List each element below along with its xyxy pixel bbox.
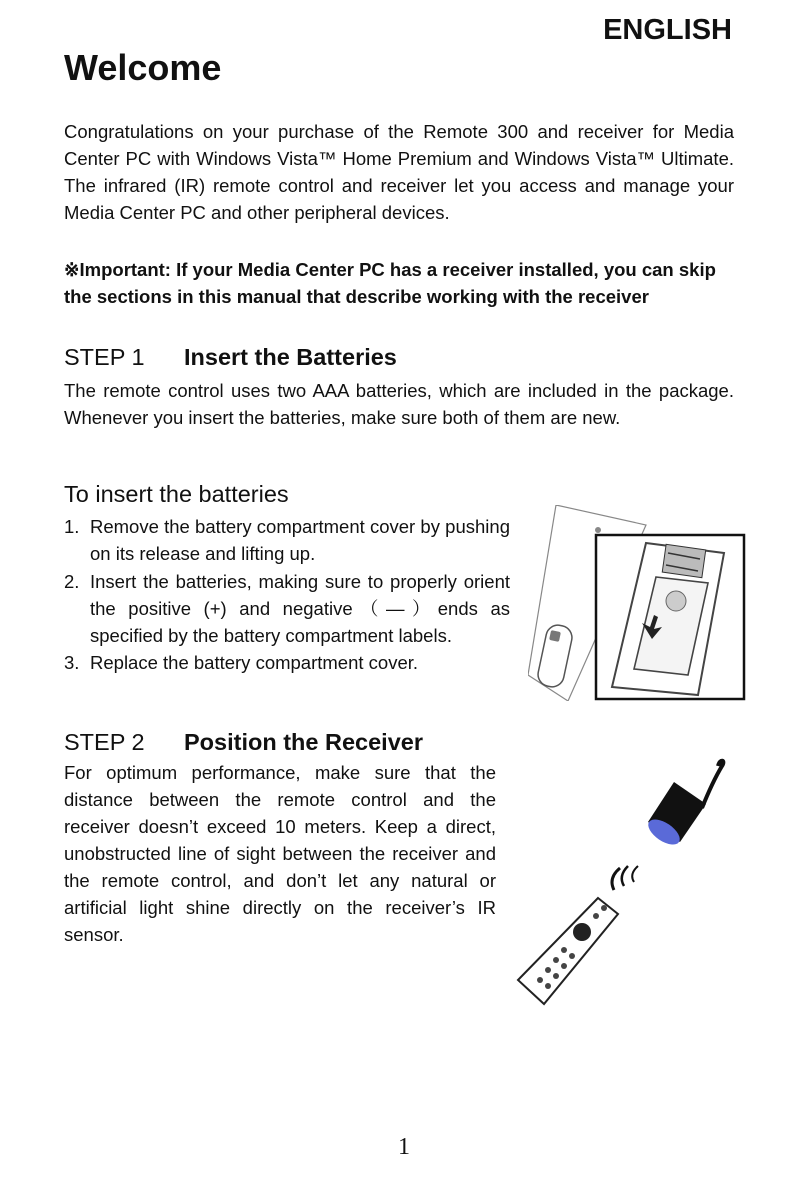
battery-subheading: To insert the batteries [64,481,289,507]
screw-icon [595,527,601,533]
battery-instructions [64,513,510,677]
remote-button [593,913,599,919]
language-label: ENGLISH [603,14,732,46]
step2-number: STEP 2 [64,729,145,755]
remote-button [553,957,559,963]
remote-button [561,947,567,953]
ir-signal-icon [612,868,620,890]
important-note: ※Important: If your Media Center PC has a receiver installed, you can skip the sections in this manual that describe working with the receiver [64,259,716,307]
list-item [64,513,510,568]
remote-button [569,953,575,959]
ir-signal-icon [632,866,638,882]
receiver-cable [702,761,723,808]
remote-release-button [549,630,561,642]
battery-slot [662,544,706,577]
battery-illustration [528,505,746,701]
list-item [64,568,510,650]
step1-number: STEP 1 [64,344,145,370]
remote-button [601,905,607,911]
list-number: 1. [64,516,80,537]
receiver-illustration [514,758,728,1006]
list-text: Insert the batteries, making sure to properly orient the positive (+) and negative（—）ends as specified by the battery compartment labels. [90,570,510,647]
list-text: Remove the battery compartment cover by pushing on its release and lifting up. [90,516,510,565]
list-text: Replace the battery compartment cover. [90,652,419,674]
cover-grip-icon [666,591,686,611]
navigation-pad [573,923,591,941]
ir-signal-icon [622,866,628,886]
list-item [64,649,510,676]
remote-button [545,967,551,973]
list-number: 3. [64,652,80,674]
page-number: 1 [398,1134,410,1160]
list-number: 2. [64,570,80,592]
step2-title: Position the Receiver [184,729,423,755]
step1-body: The remote control uses two AAA batteries, which are included in the package. Whenever you insert the batteries, make sure both of them are new. [64,380,734,428]
step1-title: Insert the Batteries [184,344,397,370]
remote-control [518,898,618,1004]
step2-heading [64,729,423,756]
remote-button [553,973,559,979]
step1-heading [64,344,397,371]
page-title: Welcome [64,47,222,88]
intro-paragraph: Congratulations on your purchase of the Remote 300 and receiver for Media Center PC with Windows Vista™ Home Premium and Windows Vista™ Ultimate. The infrared (IR) remote control and receiver let you access and manage your Media Center PC and other peripheral devices. [64,121,734,223]
step2-body: For optimum performance, make sure that the distance between the remote control and the receiver doesn’t exceed 10 meters. Keep a direct, unobstructed line of sight between the receiver and the remote control, and don’t let any natural or artificial light shine directly on the receiver’s IR sensor. [64,762,496,945]
remote-button [545,983,551,989]
remote-button [561,963,567,969]
remote-button [537,977,543,983]
